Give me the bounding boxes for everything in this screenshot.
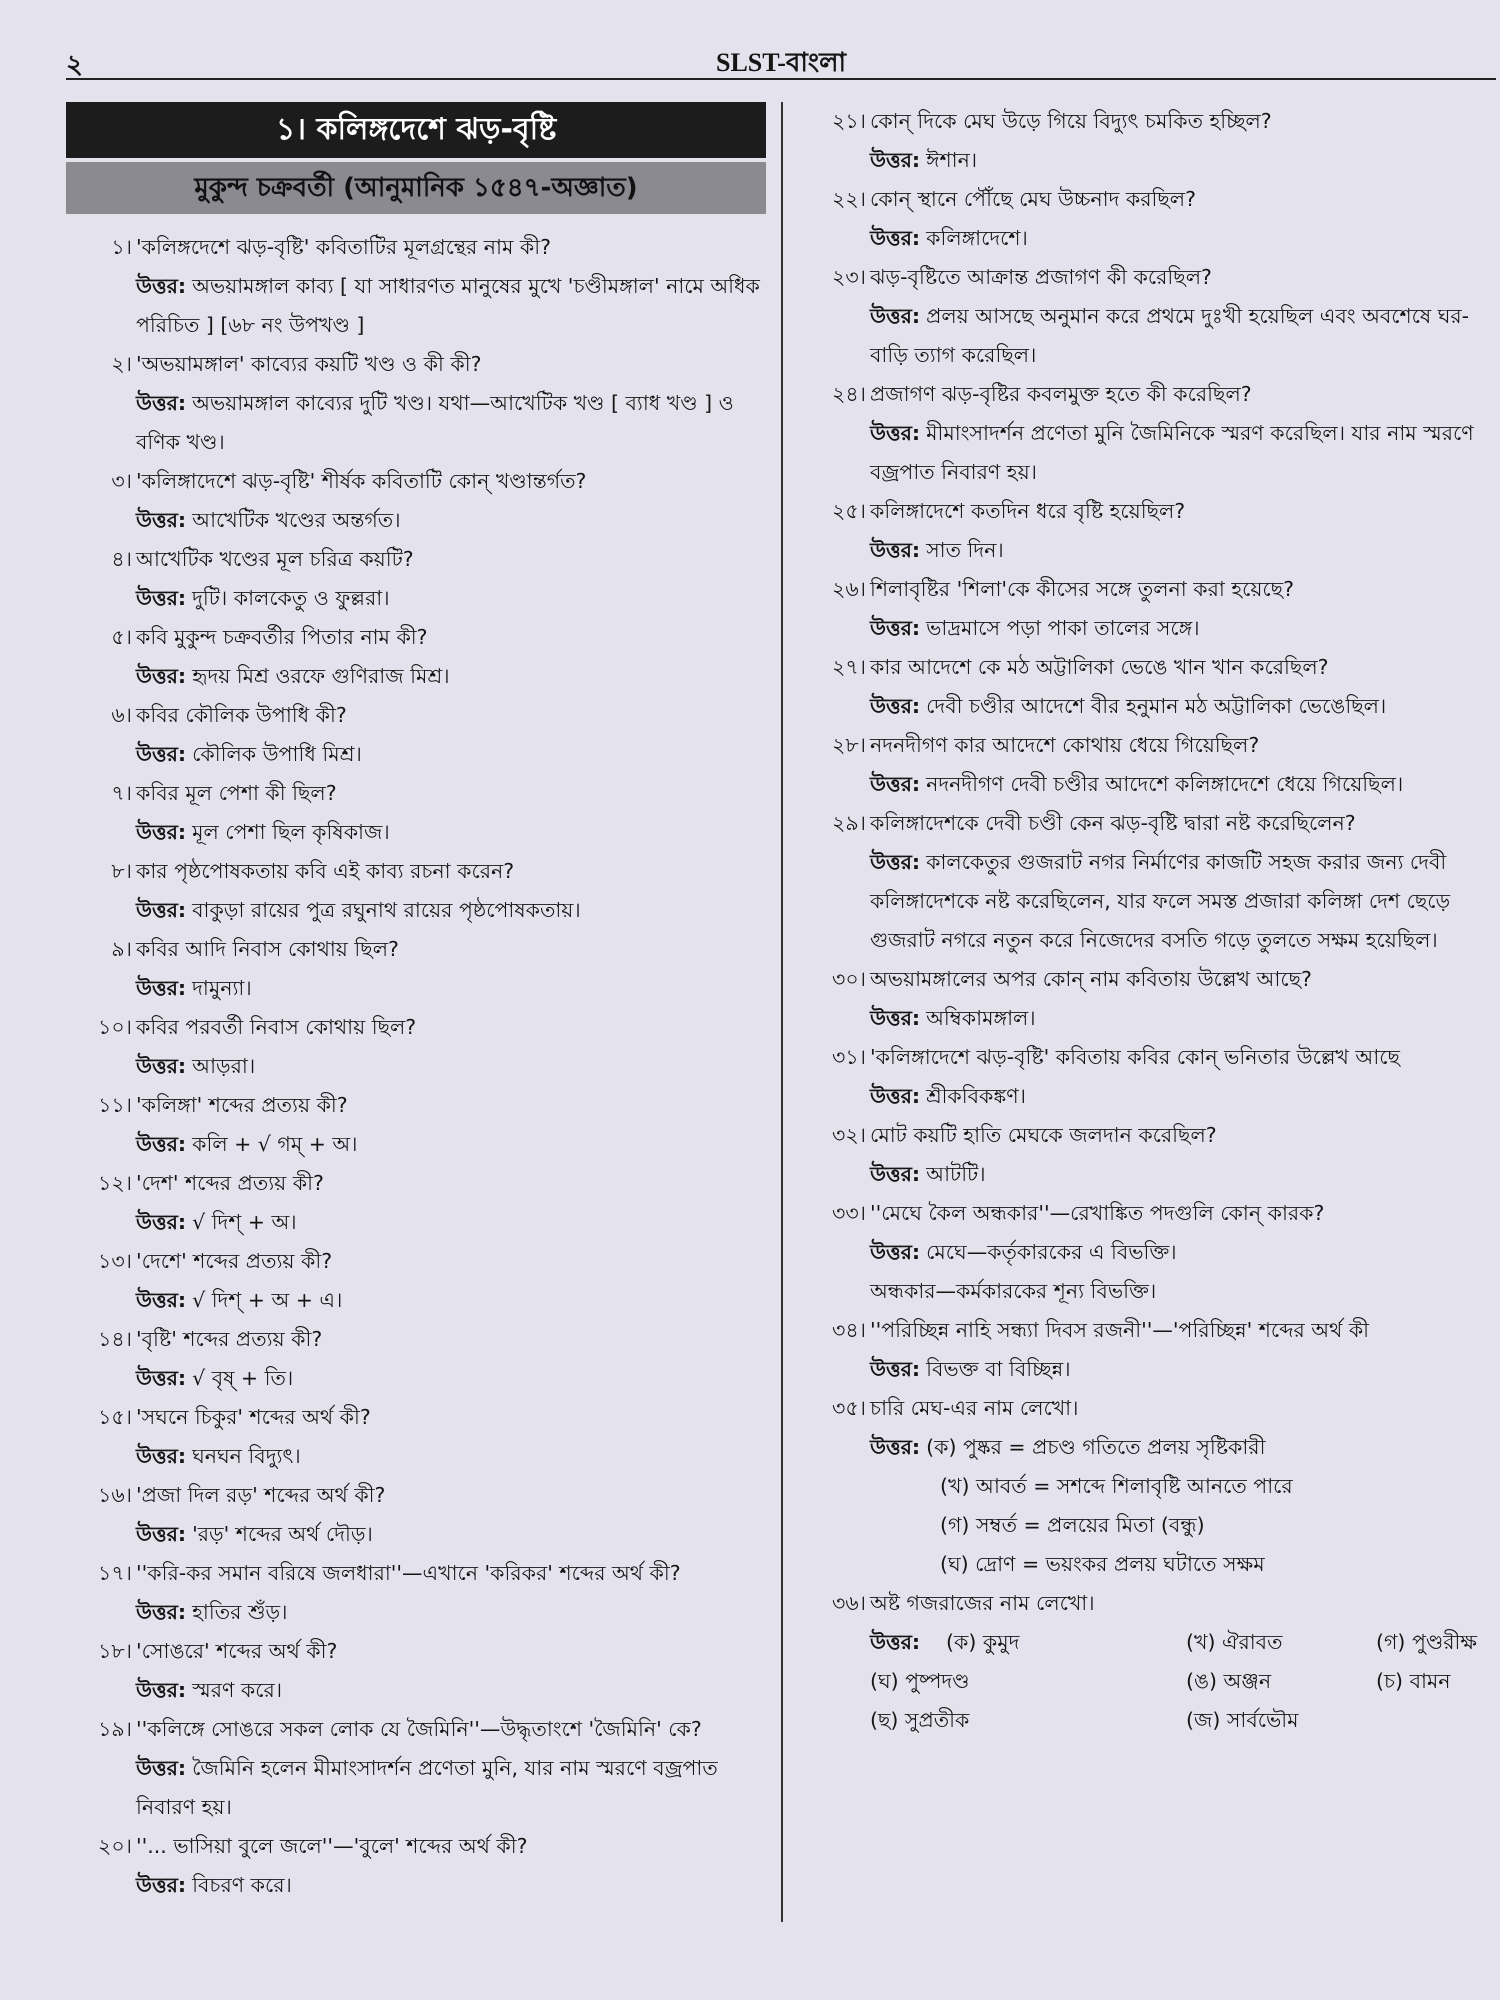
qa-item: [800, 648, 1498, 726]
question-text: 'প্রজা দিল রড়' শব্দের অর্থ কী?: [136, 1483, 386, 1507]
qa-item: [66, 1242, 766, 1320]
question-number: ১১।: [98, 1093, 132, 1117]
question-text: ''... ভাসিয়া বুলে জলে''—'বুলে' শব্দের অর্থ কী?: [136, 1834, 528, 1858]
answer: [870, 765, 1498, 804]
answer-text: হাতির শুঁড়।: [192, 1600, 288, 1624]
qa-item: [800, 726, 1498, 804]
answer-text: অভয়ামঙ্গাল কাব্য [ যা সাধারণত মানুষের মুখে 'চণ্ডীমঙ্গাল' নামে অধিক পরিচিত ] [৬৮ নং উপখণ্ড ]: [136, 274, 760, 337]
question-number: ৭।: [111, 781, 132, 805]
qa-item: [66, 1320, 766, 1398]
answer-label: উত্তর:: [136, 898, 187, 922]
answer-label: উত্তর:: [870, 1162, 921, 1186]
page-header: [66, 40, 1496, 80]
answer-text: বিচরণ করে।: [192, 1873, 292, 1897]
qa-item: [800, 492, 1498, 570]
answer-label: উত্তর:: [136, 1600, 187, 1624]
question-text: 'দেশে' শব্দের প্রত্যয় কী?: [136, 1249, 333, 1273]
answer-option-line: (খ) আবর্ত = সশব্দে শিলাবৃষ্টি আনতে পারে: [940, 1474, 1293, 1498]
question-text: নদনদীগণ কার আদেশে কোথায় ধেয়ে গিয়েছিল?: [870, 733, 1260, 757]
question-text: কবির আদি নিবাস কোথায় ছিল?: [136, 937, 399, 961]
answer: [870, 609, 1498, 648]
answer-text: হৃদয় মিশ্র ওরফে গুণিরাজ মিশ্র।: [192, 664, 450, 688]
answer-text: মেঘে—কর্তৃকারকের এ বিভক্তি।: [926, 1240, 1177, 1264]
answer: [136, 1125, 766, 1164]
qa-item: [800, 180, 1498, 258]
answer-option: (গ) পুণ্ডরীক্ষ: [1376, 1630, 1477, 1654]
qa-item: [800, 102, 1498, 180]
answer-label: উত্তর:: [870, 850, 921, 874]
question-text: 'সোঙরে' শব্দের অর্থ কী?: [136, 1639, 338, 1663]
answer-label: উত্তর:: [136, 820, 187, 844]
page-number: ২: [66, 50, 83, 80]
qa-item: [66, 1827, 766, 1905]
answer-option-line: (গ) সম্বর্ত = প্রলয়ের মিতা (বন্ধু): [940, 1513, 1205, 1537]
question-number: ৩০।: [832, 967, 866, 991]
answer-text: ভাদ্রমাসে পড়া পাকা তালের সঙ্গে।: [926, 616, 1200, 640]
question-number: ২৭।: [832, 655, 866, 679]
answer: [136, 1515, 766, 1554]
question-text: ''মেঘে কৈল অন্ধকার''—রেখাঙ্কিত পদগুলি কোন্ কারক?: [870, 1201, 1325, 1225]
answer: [136, 1047, 766, 1086]
answer-label: উত্তর:: [870, 148, 921, 172]
answer-option: (খ) ঐরাবত: [1186, 1630, 1283, 1654]
qa-item: [66, 852, 766, 930]
question-number: ২।: [111, 352, 132, 376]
answer-label: উত্তর:: [136, 1756, 187, 1780]
question-number: ১৪।: [98, 1327, 132, 1351]
question-number: ৬।: [111, 703, 132, 727]
answer: [136, 1359, 766, 1398]
question-number: ১৭।: [98, 1561, 132, 1585]
answer-text: দামুন্যা।: [192, 976, 252, 1000]
question-number: ৩।: [111, 469, 132, 493]
question-number: ২১।: [832, 109, 866, 133]
qa-item: [66, 345, 766, 462]
answer-text: দুটি। কালকেতু ও ফুল্লরা।: [192, 586, 390, 610]
answer: [870, 843, 1498, 960]
answer-text: কৌলিক উপাধি মিশ্র।: [192, 742, 362, 766]
answer: [136, 1281, 766, 1320]
answer-option: [1376, 1701, 1500, 1740]
answer: [136, 657, 766, 696]
qa-item: [66, 1164, 766, 1242]
answer-text: √ বৃষ্ + তি।: [192, 1366, 294, 1390]
answer-text: ঈশান।: [926, 148, 978, 172]
qa-item: [66, 618, 766, 696]
answer: [136, 384, 766, 462]
qa-item: [800, 1389, 1498, 1584]
question-text: কবির পরবর্তী নিবাস কোথায় ছিল?: [136, 1015, 417, 1039]
question-number: ৩৬।: [832, 1591, 866, 1615]
answer-label: উত্তর:: [870, 1435, 921, 1459]
qa-item: [66, 462, 766, 540]
question-text: কবির মূল পেশা কী ছিল?: [136, 781, 337, 805]
answer-label: উত্তর:: [136, 1210, 187, 1234]
question-text: শিলাবৃষ্টির 'শিলা'কে কীসের সঙ্গে তুলনা করা হয়েছে?: [870, 577, 1294, 601]
answer-label: উত্তর:: [870, 772, 921, 796]
answer-label: উত্তর:: [870, 1630, 921, 1654]
question-number: ৩১।: [832, 1045, 866, 1069]
question-number: ২২।: [832, 187, 866, 211]
answer: [870, 1233, 1498, 1272]
question-text: ''করি-কর সমান বরিষে জলধারা''—এখানে 'করিকর' শব্দের অর্থ কী?: [136, 1561, 681, 1585]
answer: [870, 687, 1498, 726]
answer-label: উত্তর:: [870, 421, 921, 445]
answer: [136, 579, 766, 618]
answer-label: উত্তর:: [136, 1288, 187, 1312]
question-number: ১৫।: [98, 1405, 132, 1429]
qa-item: [66, 1710, 766, 1827]
answer-text: সাত দিন।: [926, 538, 1004, 562]
answer-text: মীমাংসাদর্শন প্রণেতা মুনি জৈমিনিকে স্মরণ করেছিল। যার নাম স্মরণে বজ্রপাত নিবারণ হয়।: [870, 421, 1474, 484]
answer-text: আড়রা।: [192, 1054, 256, 1078]
question-number: ৪।: [111, 547, 132, 571]
qa-item: [66, 930, 766, 1008]
question-text: ''পরিচ্ছিন্ন নাহি সন্ধ্যা দিবস রজনী''—'পরিচ্ছিন্ন' শব্দের অর্থ কী: [870, 1318, 1370, 1342]
answer-label: উত্তর:: [870, 538, 921, 562]
qa-item: [66, 540, 766, 618]
question-number: ১৮।: [98, 1639, 132, 1663]
answer-label: উত্তর:: [136, 1132, 187, 1156]
answer-option: (চ) বামন: [1376, 1669, 1451, 1693]
answer-text: কলি + √ গম্ + অ।: [192, 1132, 358, 1156]
qa-item: [66, 1086, 766, 1164]
answer: [870, 1350, 1498, 1389]
answer: [136, 813, 766, 852]
qa-item: [800, 258, 1498, 375]
question-text: কার পৃষ্ঠপোষকতায় কবি এই কাব্য রচনা করেন?: [136, 859, 515, 883]
question-number: ২৯।: [832, 811, 866, 835]
answer-extra-line: অন্ধকার—কর্মকারকের শূন্য বিভক্তি।: [870, 1279, 1157, 1303]
answer: [136, 1437, 766, 1476]
question-text: কলিঙ্গাদেশকে দেবী চণ্ডী কেন ঝড়-বৃষ্টি দ্বারা নষ্ট করেছিলেন?: [870, 811, 1356, 835]
question-text: ''কলিঙ্গে সোঙরে সকল লোক যে জৈমিনি''—উদ্ধৃতাংশে 'জৈমিনি' কে?: [136, 1717, 702, 1741]
answer-text: শ্রীকবিকঙ্কণ।: [926, 1084, 1026, 1108]
answer-label: উত্তর:: [136, 1366, 187, 1390]
chapter-title: ১। কলিঙ্গদেশে ঝড়-বৃষ্টি: [66, 102, 766, 158]
answer-label: উত্তর:: [136, 586, 187, 610]
qa-item: [800, 1584, 1498, 1740]
question-text: 'কলিঙ্গাদেশে ঝড়-বৃষ্টি' কবিতায় কবির কোন্ ভনিতার উল্লেখ আছে: [870, 1045, 1400, 1069]
question-text: প্রজাগণ ঝড়-বৃষ্টির কবলমুক্ত হতে কী করেছিল?: [870, 382, 1252, 406]
question-text: কবি মুকুন্দ চক্রবর্তীর পিতার নাম কী?: [136, 625, 428, 649]
answer-label: উত্তর:: [870, 1084, 921, 1108]
qa-item: [66, 228, 766, 345]
answer: [870, 999, 1498, 1038]
right-column: [800, 102, 1498, 1740]
answer-text: আখেটিক খণ্ডের অন্তর্গত।: [192, 508, 401, 532]
answer-option: (ঙ) অঞ্জন: [1186, 1669, 1272, 1693]
qa-item: [66, 1398, 766, 1476]
answer: [136, 1593, 766, 1632]
answer-text: বাকুড়া রায়ের পুত্র রঘুনাথ রায়ের পৃষ্ঠপোষকতায়।: [192, 898, 581, 922]
answer-label: উত্তর:: [136, 1678, 187, 1702]
answer-label: উত্তর:: [136, 1522, 187, 1546]
question-text: কবির কৌলিক উপাধি কী?: [136, 703, 347, 727]
answer-label: উত্তর:: [136, 742, 187, 766]
answer-text: প্রলয় আসছে অনুমান করে প্রথমে দুঃখী হয়েছিল এবং অবশেষে ঘর-বাড়ি ত্যাগ করেছিল।: [870, 304, 1470, 367]
answer: [870, 531, 1498, 570]
question-text: মোট কয়টি হাতি মেঘকে জলদান করেছিল?: [870, 1123, 1217, 1147]
question-number: ২০।: [98, 1834, 132, 1858]
answer-text: √ দিশ্ + অ।: [192, 1210, 297, 1234]
qa-item: [66, 774, 766, 852]
question-text: কলিঙ্গাদেশে কতদিন ধরে বৃষ্টি হয়েছিল?: [870, 499, 1186, 523]
question-text: ঝড়-বৃষ্টিতে আক্রান্ত প্রজাগণ কী করেছিল?: [870, 265, 1212, 289]
answer-label: উত্তর:: [136, 391, 187, 415]
answer-text: ঘনঘন বিদ্যুৎ।: [192, 1444, 301, 1468]
answer-text: স্মরণ করে।: [192, 1678, 283, 1702]
answer-text: কলিঙ্গাদেশে।: [926, 226, 1028, 250]
answer: [136, 1671, 766, 1710]
question-text: 'কলিঙ্গা' শব্দের প্রত্যয় কী?: [136, 1093, 348, 1117]
left-qa-list: [66, 228, 766, 1905]
answer-label: উত্তর:: [136, 1444, 187, 1468]
question-text: অভয়ামঙ্গালের অপর কোন্ নাম কবিতায় উল্লেখ আছে?: [870, 967, 1312, 991]
chapter-author: মুকুন্দ চক্রবর্তী (আনুমানিক ১৫৪৭-অজ্ঞাত): [66, 162, 766, 214]
qa-item: [66, 1554, 766, 1632]
question-text: 'দেশ' শব্দের প্রত্যয় কী?: [136, 1171, 324, 1195]
answer-label: উত্তর:: [136, 1054, 187, 1078]
qa-item: [66, 1008, 766, 1086]
running-title: SLST-বাংলা: [716, 48, 846, 77]
question-text: 'সঘনে চিকুর' শব্দের অর্থ কী?: [136, 1405, 371, 1429]
question-number: ১২।: [98, 1171, 132, 1195]
qa-item: [800, 1311, 1498, 1389]
answer-label: উত্তর:: [136, 508, 187, 532]
qa-item: [800, 804, 1498, 960]
question-number: ২৬।: [832, 577, 866, 601]
answer: [136, 501, 766, 540]
answer-option: (ছ) সুপ্রতীক: [870, 1708, 970, 1732]
answer-text: (ক) পুষ্কর = প্রচণ্ড গতিতে প্রলয় সৃষ্টিকারী: [926, 1435, 1266, 1459]
answer-option: (ঘ) পুষ্পদণ্ড: [870, 1669, 970, 1693]
qa-item: [800, 375, 1498, 492]
question-number: ১৯।: [98, 1717, 132, 1741]
answer-options-grid: [870, 1623, 1498, 1740]
question-text: আখেটিক খণ্ডের মূল চরিত্র কয়টি?: [136, 547, 414, 571]
answer-text: অভয়ামঙ্গাল কাব্যের দুটি খণ্ড। যথা—আখেটিক খণ্ড [ ব্যাধ খণ্ড ] ও বণিক খণ্ড।: [136, 391, 734, 454]
answer-label: উত্তর:: [870, 226, 921, 250]
question-text: 'কলিঙ্গদেশে ঝড়-বৃষ্টি' কবিতাটির মূলগ্রন্থের নাম কী?: [136, 235, 551, 259]
answer-label: উত্তর:: [870, 304, 921, 328]
answer-label: উত্তর:: [870, 1006, 921, 1030]
question-number: ৩২।: [832, 1123, 866, 1147]
answer: [136, 1749, 766, 1827]
answer: [136, 267, 766, 345]
question-number: ১০।: [98, 1015, 132, 1039]
qa-item: [800, 1194, 1498, 1311]
answer: [136, 891, 766, 930]
question-text: কোন্ দিকে মেঘ উড়ে গিয়ে বিদ্যুৎ চমকিত হচ্ছিল?: [870, 109, 1272, 133]
question-number: ২৩।: [832, 265, 866, 289]
answer-text: দেবী চণ্ডীর আদেশে বীর হনুমান মঠ অট্টালিকা ভেঙেছিল।: [926, 694, 1387, 718]
answer-label: উত্তর:: [136, 1873, 187, 1897]
answer-option-line: (ঘ) দ্রোণ = ভয়ংকর প্রলয় ঘটাতে সক্ষম: [940, 1552, 1265, 1576]
question-text: 'কলিঙ্গাদেশে ঝড়-বৃষ্টি' শীর্ষক কবিতাটি কোন্ খণ্ডান্তর্গত?: [136, 469, 587, 493]
question-number: ১৬।: [98, 1483, 132, 1507]
answer-text: আটটি।: [926, 1162, 986, 1186]
question-text: চারি মেঘ-এর নাম লেখো।: [870, 1396, 1079, 1420]
question-text: 'বৃষ্টি' শব্দের প্রত্যয় কী?: [136, 1327, 323, 1351]
answer: [136, 735, 766, 774]
answer-label: উত্তর:: [136, 976, 187, 1000]
qa-item: [66, 696, 766, 774]
qa-item: [800, 1116, 1498, 1194]
answer-text: কালকেতুর গুজরাট নগর নির্মাণের কাজটি সহজ করার জন্য দেবী কলিঙ্গাদেশকে নষ্ট করেছিলেন, যার ফলে সমস্ত প্রজারা কলিঙ্গা দেশ ছেড়ে গুজরাট নগরে নতুন করে নিজেদের বসতি গড়ে তুলতে সক্ষম হয়েছিল।: [870, 850, 1451, 952]
answer: [136, 1203, 766, 1242]
question-number: ১৩।: [98, 1249, 132, 1273]
question-number: ৫।: [111, 625, 132, 649]
answer: [870, 141, 1498, 180]
answer-label: উত্তর:: [136, 274, 187, 298]
qa-item: [800, 570, 1498, 648]
answer-option: (জ) সার্বভৌম: [1186, 1708, 1299, 1732]
answer-label: উত্তর:: [870, 1357, 921, 1381]
question-number: ২৫।: [832, 499, 866, 523]
answer: [870, 1155, 1498, 1194]
qa-item: [66, 1476, 766, 1554]
answer: [870, 1077, 1498, 1116]
column-divider: [781, 102, 783, 1922]
answer: [136, 969, 766, 1008]
question-text: কার আদেশে কে মঠ অট্টালিকা ভেঙে খান খান করেছিল?: [870, 655, 1329, 679]
question-number: ৮।: [111, 859, 132, 883]
answer: [870, 414, 1498, 492]
question-text: কোন্ স্থানে পৌঁছে মেঘ উচ্চনাদ করছিল?: [870, 187, 1196, 211]
answer-text: 'রড়' শব্দের অর্থ দৌড়।: [192, 1522, 373, 1546]
answer-text: জৈমিনি হলেন মীমাংসাদর্শন প্রণেতা মুনি, যার নাম স্মরণে বজ্রপাত নিবারণ হয়।: [136, 1756, 718, 1819]
question-text: 'অভয়ামঙ্গাল' কাব্যের কয়টি খণ্ড ও কী কী?: [136, 352, 482, 376]
answer-option: (ক) কুমুদ: [946, 1630, 1020, 1654]
answer-text: অম্বিকামঙ্গাল।: [926, 1006, 1036, 1030]
question-number: ৩৫।: [832, 1396, 866, 1420]
answer: [870, 219, 1498, 258]
qa-item: [800, 1038, 1498, 1116]
right-qa-list: [800, 102, 1498, 1740]
left-column: [66, 102, 766, 1905]
question-number: ৩৪।: [832, 1318, 866, 1342]
answer: [870, 1428, 1498, 1467]
question-text: অষ্ট গজরাজের নাম লেখো।: [870, 1591, 1095, 1615]
answer-text: √ দিশ্ + অ + এ।: [192, 1288, 343, 1312]
qa-item: [800, 960, 1498, 1038]
question-number: ২৪।: [832, 382, 866, 406]
qa-item: [66, 1632, 766, 1710]
answer-label: উত্তর:: [870, 1240, 921, 1264]
question-number: ২৮।: [832, 733, 866, 757]
answer-label: উত্তর:: [870, 616, 921, 640]
question-number: ১।: [111, 235, 132, 259]
answer-text: নদনদীগণ দেবী চণ্ডীর আদেশে কলিঙ্গাদেশে ধেয়ে গিয়েছিল।: [926, 772, 1404, 796]
answer-label: উত্তর:: [870, 694, 921, 718]
question-number: ৩৩।: [832, 1201, 866, 1225]
answer: [870, 297, 1498, 375]
answer: [136, 1866, 766, 1905]
answer-label: উত্তর:: [136, 664, 187, 688]
answer-text: বিভক্ত বা বিচ্ছিন্ন।: [926, 1357, 1071, 1381]
question-number: ৯।: [111, 937, 132, 961]
answer-text: মূল পেশা ছিল কৃষিকাজ।: [192, 820, 390, 844]
